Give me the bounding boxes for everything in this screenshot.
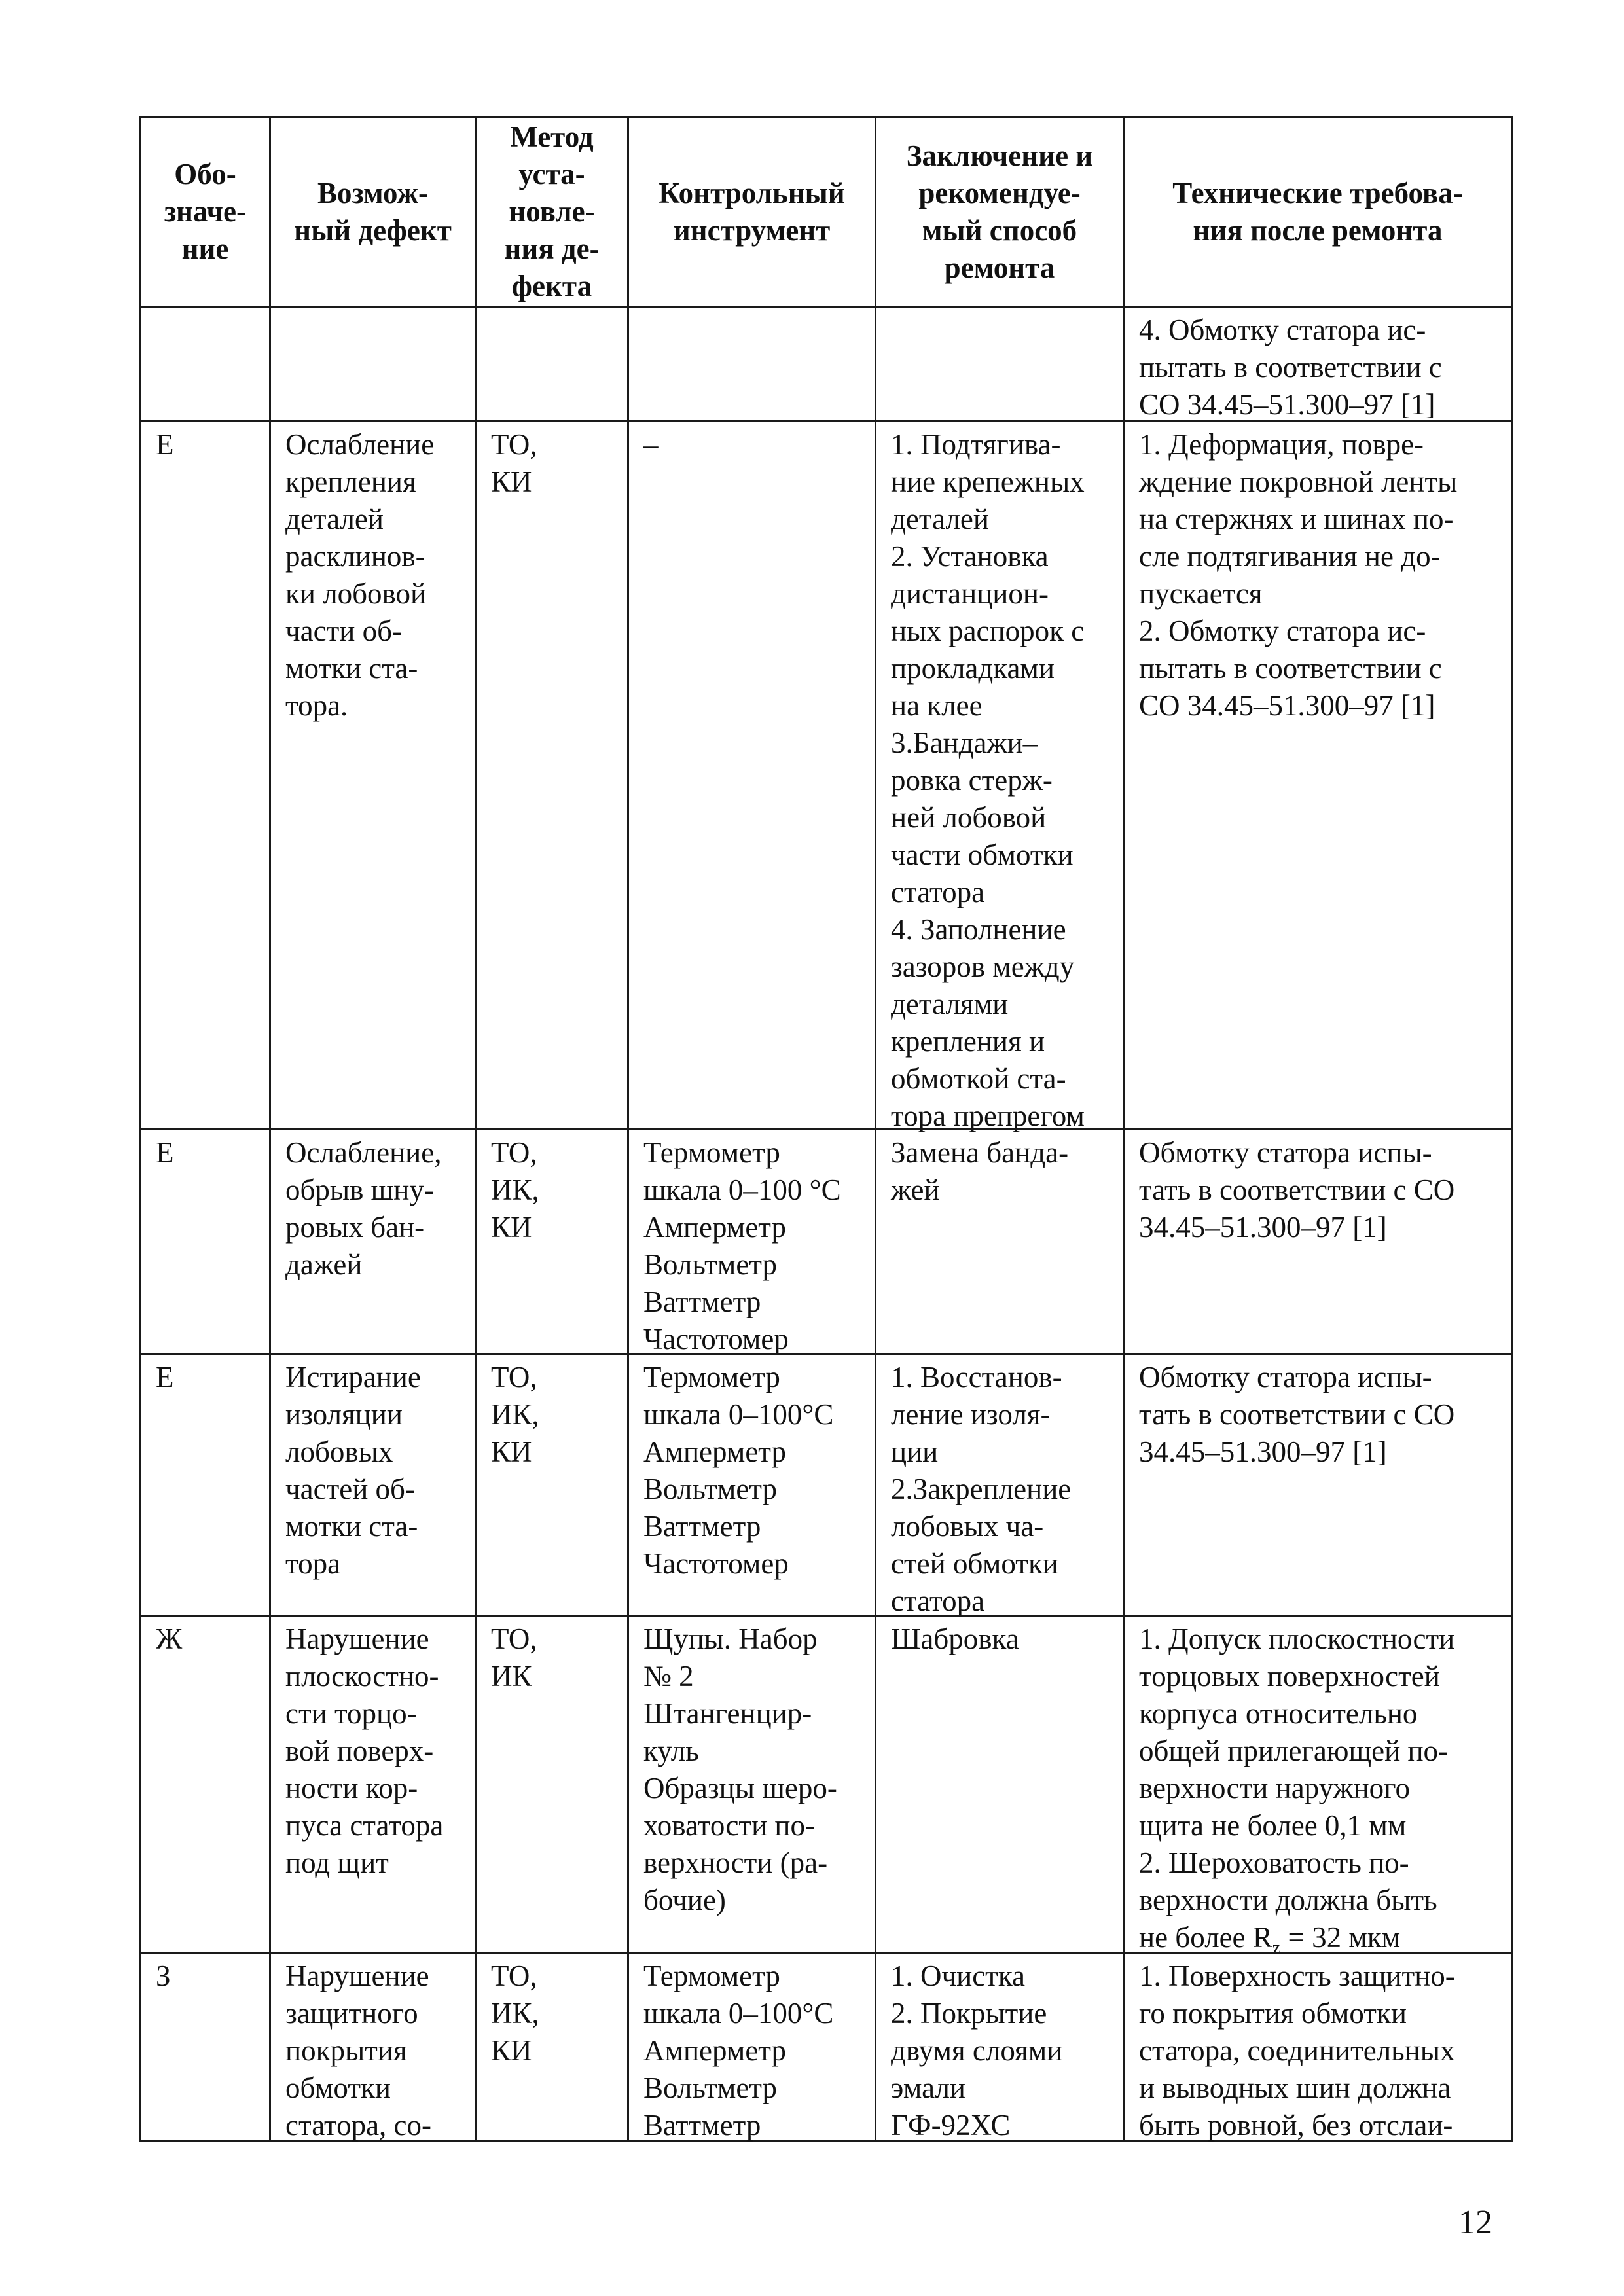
header-conclusion: Заключение и рекомендуе- мый способ ремонта xyxy=(875,116,1125,308)
cell-requirements: 1. Деформация, повре- ждение покровной ленты на стержнях и шинах по- сле подтягивания не до- пускается 2. Обмотку статора ис- пытать в соответствии с СО 34.45–51.300–97 [1] xyxy=(1123,420,1513,1130)
cell-method: ТО, КИ xyxy=(475,420,629,1130)
cell-method: ТО, ИК, КИ xyxy=(475,1128,629,1355)
header-oboznachenie: Обо- значе- ние xyxy=(139,116,271,308)
cell-repair: 1. Очистка 2. Покрытие двумя слоями эмали ГФ-92ХС xyxy=(875,1952,1125,2142)
requirements-last-line: не более $R_z = 32$ мкм xyxy=(1139,1921,1401,1958)
cell-method xyxy=(475,306,629,422)
cell-instrument: – xyxy=(627,420,876,1130)
page-number: 12 xyxy=(1458,2204,1492,2241)
cell-requirements: Обмотку статора испы- тать в соответствии с СО 34.45–51.300–97 [1] xyxy=(1123,1128,1513,1355)
cell-code: Е xyxy=(139,420,271,1130)
cell-defect: Ослабление, обрыв шну- ровых бан- дажей xyxy=(269,1128,477,1355)
cell-requirements: 1. Поверхность защитно- го покрытия обмотки статора, соединительных и выводных шин должна быть ровной, без отслаи- xyxy=(1123,1952,1513,2142)
cell-code xyxy=(139,306,271,422)
header-method: Метод уста- новле- ния де- фекта xyxy=(475,116,629,308)
header-defect: Возмож- ный дефект xyxy=(269,116,477,308)
cell-defect: Ослабление крепления деталей расклинов- ки лобовой части об- мотки ста- тора. xyxy=(269,420,477,1130)
cell-requirements xyxy=(1123,1615,1513,1958)
cell-method: ТО, ИК, КИ xyxy=(475,1353,629,1617)
cell-repair: 1. Подтягива- ние крепежных деталей 2. Установка дистанцион- ных распорок с прокладками на клее 3.Бандажи– ровка стерж- ней лобовой части обмотки статора 4. Заполнение зазоров между деталями крепления и обмоткой ста- тора препрегом xyxy=(875,420,1125,1130)
cell-defect: Нарушение защитного покрытия обмотки статора, со- xyxy=(269,1952,477,2142)
header-instrument: Контрольный инструмент xyxy=(627,116,876,308)
cell-instrument xyxy=(627,306,876,422)
cell-code: Ж xyxy=(139,1615,271,1954)
cell-code: Е xyxy=(139,1128,271,1355)
cell-instrument: Термометр шкала 0–100°С Амперметр Вольтметр Ваттметр xyxy=(627,1952,876,2142)
cell-repair: Замена банда- жей xyxy=(875,1128,1125,1355)
cell-method: ТО, ИК, КИ xyxy=(475,1952,629,2142)
cell-defect xyxy=(269,306,477,422)
cell-code: Е xyxy=(139,1353,271,1617)
cell-instrument: Щупы. Набор № 2 Штангенцир- куль Образцы шеро- ховатости по- верхности (ра- бочие) xyxy=(627,1615,876,1954)
cell-repair xyxy=(875,306,1125,422)
cell-defect: Истирание изоляции лобовых частей об- мотки ста- тора xyxy=(269,1353,477,1617)
requirements-text: 1. Допуск плоскостности торцовых поверхностей корпуса относительно общей прилегающей по- верхности наружного щита не более 0,1 мм 2. Шероховатость по- верхности должна быть xyxy=(1139,1623,1455,1916)
header-requirements: Технические требова- ния после ремонта xyxy=(1123,116,1513,308)
cell-instrument: Термометр шкала 0–100 °С Амперметр Вольтметр Ваттметр Частотомер xyxy=(627,1128,876,1355)
cell-requirements: Обмотку статора испы- тать в соответствии с СО 34.45–51.300–97 [1] xyxy=(1123,1353,1513,1617)
cell-defect: Нарушение плоскостно- сти торцо- вой поверх- ности кор- пуса статора под щит xyxy=(269,1615,477,1954)
cell-code: З xyxy=(139,1952,271,2142)
cell-repair: Шабровка xyxy=(875,1615,1125,1954)
cell-instrument: Термометр шкала 0–100°С Амперметр Вольтметр Ваттметр Частотомер xyxy=(627,1353,876,1617)
cell-method: ТО, ИК xyxy=(475,1615,629,1954)
cell-requirements: 4. Обмотку статора ис- пытать в соответствии с СО 34.45–51.300–97 [1] xyxy=(1123,306,1513,422)
cell-repair: 1. Восстанов- ление изоля- ции 2.Закрепление лобовых ча- стей обмотки статора xyxy=(875,1353,1125,1617)
